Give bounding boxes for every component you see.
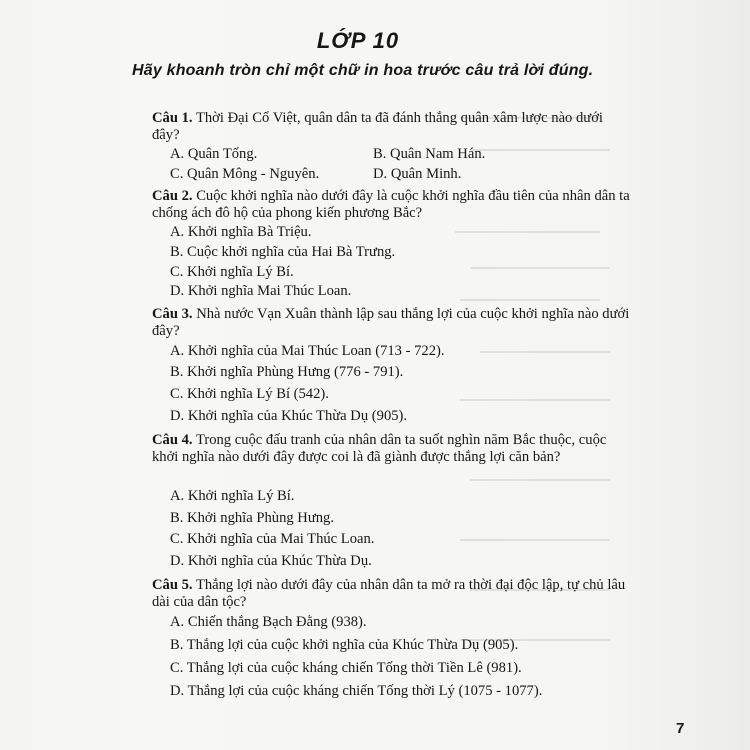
question-1 <box>152 110 632 144</box>
page-number: 7 <box>676 720 685 737</box>
question-text: Thời Đại Cổ Việt, quân dân ta đã đánh thắng quân xâm lược nào dưới đây? <box>152 110 603 143</box>
option-a: A. Khởi nghĩa Bà Triệu. <box>170 224 312 240</box>
option-c: C. Khởi nghĩa Lý Bí (542). <box>170 386 329 402</box>
question-number: Câu 5. <box>152 577 193 593</box>
question-text: Cuộc khởi nghĩa nào dưới đây là cuộc khởi nghĩa đầu tiên của nhân dân ta chống ách đô hộ của phong kiến phương Bắc? <box>152 188 630 221</box>
option-b: B. Khởi nghĩa Phùng Hưng. <box>170 510 335 526</box>
option-c: C. Quân Mông - Nguyên. <box>170 166 320 182</box>
option-a: A. Quân Tống. <box>170 146 258 162</box>
option-c: C. Khởi nghĩa của Mai Thúc Loan. <box>170 531 375 547</box>
page-title: LỚP 10 <box>316 28 400 53</box>
option-d: D. Khởi nghĩa của Khúc Thừa Dụ (905). <box>170 408 408 424</box>
question-5 <box>152 577 632 611</box>
option-b: B. Thắng lợi của cuộc khởi nghĩa của Khúc Thừa Dụ (905). <box>170 637 519 653</box>
question-2 <box>152 188 632 222</box>
question-4 <box>152 432 632 466</box>
question-number: Câu 3. <box>152 306 193 322</box>
option-b: B. Khởi nghĩa Phùng Hưng (776 - 791). <box>170 364 404 380</box>
question-number: Câu 2. <box>152 188 193 204</box>
question-text: Nhà nước Vạn Xuân thành lập sau thắng lợi của cuộc khởi nghĩa nào dưới đây? <box>152 306 630 339</box>
option-c: C. Thắng lợi của cuộc kháng chiến Tống thời Tiền Lê (981). <box>170 660 522 676</box>
option-a: A. Khởi nghĩa Lý Bí. <box>170 488 295 504</box>
question-number: Câu 1. <box>152 110 193 126</box>
option-d: D. Quân Minh. <box>373 166 462 182</box>
option-d: D. Khởi nghĩa Mai Thúc Loan. <box>170 283 352 299</box>
option-c: C. Khởi nghĩa Lý Bí. <box>170 264 294 280</box>
question-text: Trong cuộc đấu tranh của nhân dân ta suốt nghìn năm Bắc thuộc, cuộc khởi nghĩa nào dưới đây được coi là đã giành được thắng lợi căn bản? <box>152 432 607 465</box>
option-d: D. Khởi nghĩa của Khúc Thừa Dụ. <box>170 553 372 569</box>
question-text: Thắng lợi nào dưới đây của nhân dân ta mở ra thời đại độc lập, tự chủ lâu dài của dân tộc? <box>152 577 626 610</box>
question-number: Câu 4. <box>152 432 193 448</box>
option-b: B. Cuộc khởi nghĩa của Hai Bà Trưng. <box>170 244 396 260</box>
option-b: B. Quân Nam Hán. <box>373 146 486 162</box>
question-3 <box>152 306 632 340</box>
option-a: A. Khởi nghĩa của Mai Thúc Loan (713 - 722). <box>170 343 445 359</box>
option-d: D. Thắng lợi của cuộc kháng chiến Tống thời Lý (1075 - 1077). <box>170 683 543 699</box>
option-a: A. Chiến thắng Bạch Đằng (938). <box>170 614 367 630</box>
instruction-text: Hãy khoanh tròn chỉ một chữ in hoa trước câu trả lời đúng. <box>132 62 594 79</box>
